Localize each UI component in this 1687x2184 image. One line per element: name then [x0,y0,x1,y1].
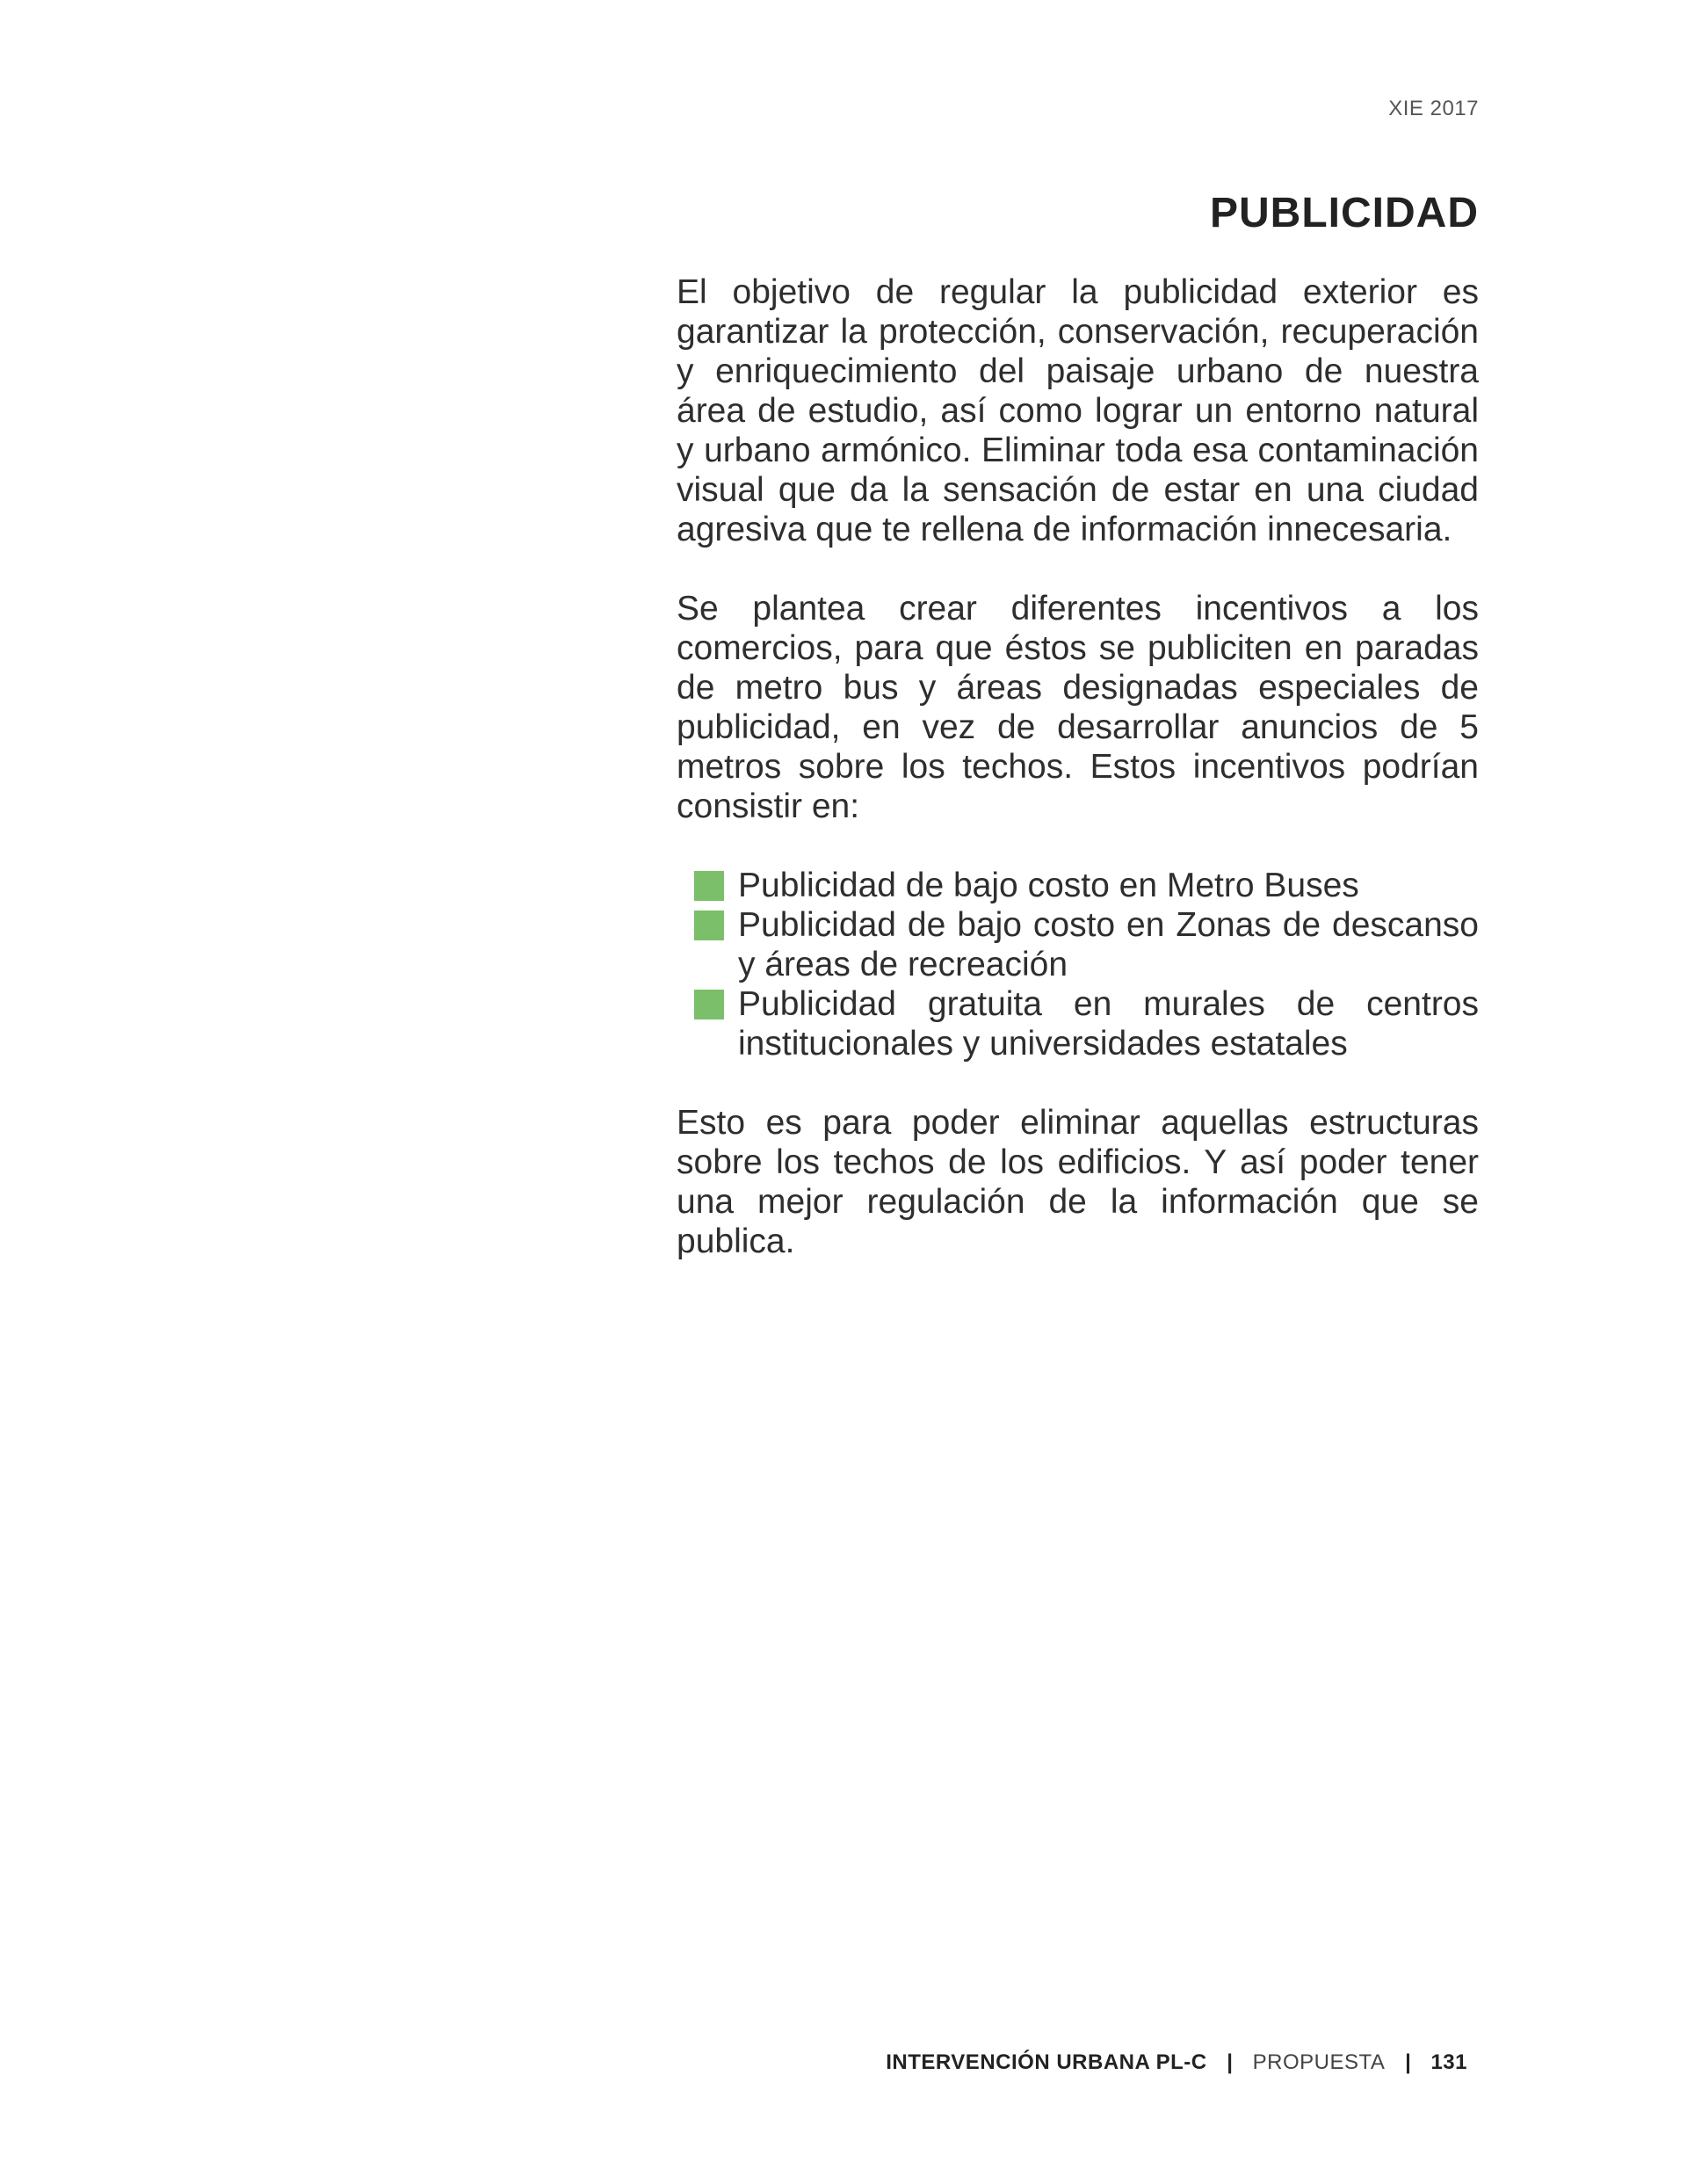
list-item-text: Publicidad de bajo costo en Zonas de descanso y áreas de recreación [738,906,1479,983]
green-square-bullet-icon [694,871,724,901]
paragraph-intro: El objetivo de regular la publicidad exterior es garantizar la protección, conservación, recuperación y enriquecimiento del paisaje urbano de nuestra área de estudio, así como lograr un entorno natural y urbano armónico. Eliminar toda esa contaminación visual que da la sensación de estar en una ciudad agresiva que te rellena de información innecesaria. [677,273,1479,548]
section-body [677,272,1479,1301]
green-square-bullet-icon [694,911,724,940]
paragraph-incentives: Se plantea crear diferentes incentivos a los comercios, para que éstos se publiciten en paradas de metro bus y áreas designadas especiales de publicidad, en vez de desarrollar anuncios de 5 metros sobre los techos. Estos incentivos podrían consistir en: [677,590,1479,825]
page-footer [886,2050,1467,2075]
header-year: XIE 2017 [1388,97,1479,120]
footer-chapter: PROPUESTA [1252,2050,1386,2074]
paragraph-closing: Esto es para poder eliminar aquellas estructuras sobre los techos de los edificios. Y así poder tener una mejor regulación de la información que se publica. [677,1104,1479,1260]
list-item-text: Publicidad de bajo costo en Metro Buses [738,867,1359,904]
list-item [677,866,1479,905]
footer-project: INTERVENCIÓN URBANA PL-C [886,2050,1207,2074]
list-item-text: Publicidad gratuita en murales de centros institucionales y universidades estatales [738,985,1479,1063]
footer-separator: | [1227,2050,1233,2074]
list-item [677,984,1479,1063]
section-title: PUBLICIDAD [1210,190,1479,236]
footer-separator: | [1405,2050,1411,2074]
page-number: 131 [1430,2050,1467,2074]
list-item [677,905,1479,984]
green-square-bullet-icon [694,990,724,1019]
incentives-list [677,866,1479,1063]
